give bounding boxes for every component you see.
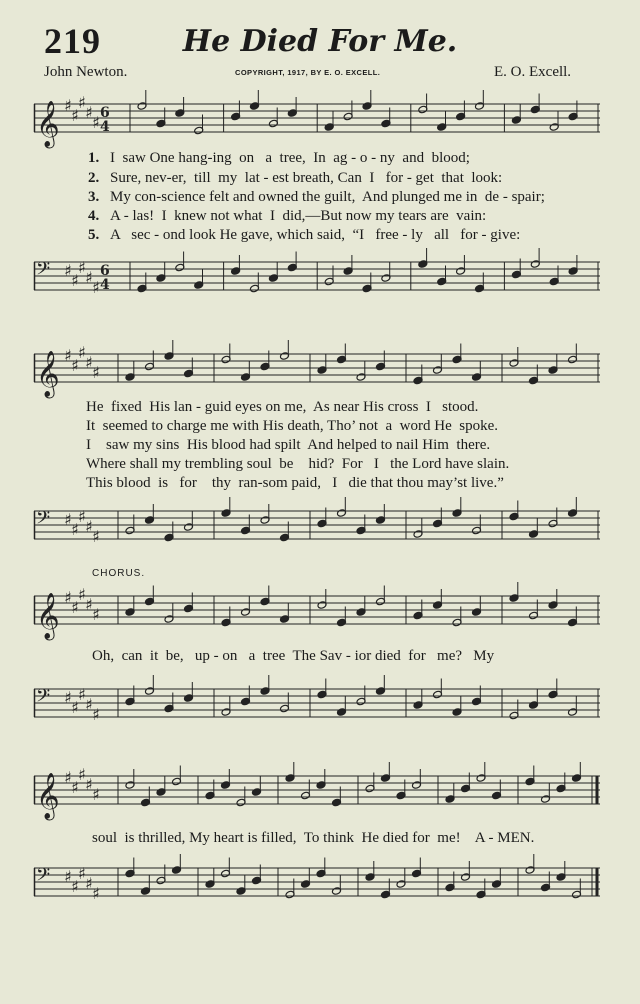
chorus-lyric-line-1: Oh, can it be, up - on a tree The Sav - ior died for me? My	[92, 648, 495, 664]
verse-text: A - las! I knew not what I did,—But now my tears are vain:	[110, 208, 487, 224]
sharp-sign-icon: ♯	[71, 877, 79, 896]
copyright-notice: COPYRIGHT, 1917, BY E. O. EXCELL.	[235, 68, 381, 77]
music-staff-graphic	[34, 505, 600, 545]
sharp-sign-icon: ♯	[85, 595, 93, 614]
lyricist-credit: John Newton.	[44, 64, 128, 80]
treble-clef-icon: 𝄞	[36, 351, 60, 397]
sharp-sign-icon: ♯	[92, 113, 100, 132]
time-signature-icon: 6	[100, 105, 110, 121]
treble-staff-system-1	[34, 93, 600, 147]
verse-text: Sure, nev-er, till my lat - est breath, Can I for - get that look:	[110, 170, 503, 186]
verse-text: A sec - ond look He gave, which said, “I free - ly all for - give:	[110, 227, 521, 243]
sharp-sign-icon: ♯	[78, 765, 86, 784]
verse-continuation-5: This blood is for thy ran-som paid, I die that thou may’st live.”	[86, 475, 504, 491]
music-staff-graphic	[34, 862, 600, 902]
sharp-sign-icon: ♯	[85, 874, 93, 893]
time-signature-icon: 6	[100, 263, 110, 279]
composer-credit: E. O. Excell.	[494, 64, 572, 80]
verse-line-4	[88, 208, 486, 225]
sharp-sign-icon: ♯	[71, 520, 79, 539]
verse-number: 5.	[88, 227, 100, 243]
treble-staff-system-2	[34, 343, 600, 397]
sharp-sign-icon: ♯	[92, 605, 100, 624]
bass-staff-chorus-1	[34, 683, 600, 723]
sharp-sign-icon: ♯	[64, 588, 72, 607]
verse-number: 2.	[88, 170, 100, 186]
time-signature-icon: 4	[100, 119, 110, 135]
music-staff-graphic	[34, 683, 600, 723]
bass-staff-system-2	[34, 505, 600, 545]
sharp-sign-icon: ♯	[85, 517, 93, 536]
verse-continuation-3: I saw my sins His blood had spilt And helped to nail Him there.	[86, 437, 491, 453]
music-staff-graphic	[34, 585, 600, 639]
treble-staff-chorus-2	[34, 765, 600, 819]
verse-number: 1.	[88, 150, 100, 166]
music-staff-graphic	[34, 256, 600, 296]
sharp-sign-icon: ♯	[78, 343, 86, 362]
sharp-sign-icon: ♯	[92, 527, 100, 546]
sharp-sign-icon: ♯	[64, 96, 72, 115]
verse-line-3	[88, 189, 545, 206]
verse-number: 4.	[88, 208, 100, 224]
verse-text: My con-science felt and owned the guilt, And plunged me in de - spair;	[110, 189, 545, 205]
sharp-sign-icon: ♯	[71, 271, 79, 290]
sharp-sign-icon: ♯	[78, 585, 86, 604]
hymn-title: He Died For Me.	[182, 24, 458, 59]
sharp-sign-icon: ♯	[92, 705, 100, 724]
verse-continuation-1: He fixed His lan - guid eyes on me, As near His cross I stood.	[86, 399, 479, 415]
verse-continuation-2: It seemed to charge me with His death, Tho’ not a word He spoke.	[86, 418, 498, 434]
sharp-sign-icon: ♯	[85, 103, 93, 122]
sharp-sign-icon: ♯	[85, 353, 93, 372]
bass-clef-icon: 𝄢	[36, 508, 51, 533]
sharp-sign-icon: ♯	[64, 510, 72, 529]
sharp-sign-icon: ♯	[64, 261, 72, 280]
bass-staff-system-1	[34, 256, 600, 296]
music-staff-graphic	[34, 343, 600, 397]
sharp-sign-icon: ♯	[85, 775, 93, 794]
sharp-sign-icon: ♯	[78, 507, 86, 526]
sharp-sign-icon: ♯	[71, 698, 79, 717]
verse-text: I saw One hang-ing on a tree, In ag - o - ny and blood;	[110, 150, 470, 166]
sharp-sign-icon: ♯	[78, 864, 86, 883]
verse-line-2	[88, 170, 502, 187]
verse-line-1	[88, 150, 470, 167]
treble-clef-icon: 𝄞	[36, 773, 60, 819]
treble-clef-icon: 𝄞	[36, 593, 60, 639]
chorus-label: CHORUS.	[92, 568, 146, 579]
sharp-sign-icon: ♯	[64, 346, 72, 365]
bass-clef-icon: 𝄢	[36, 259, 51, 284]
sharp-sign-icon: ♯	[78, 258, 86, 277]
sharp-sign-icon: ♯	[92, 884, 100, 903]
bass-clef-icon: 𝄢	[36, 686, 51, 711]
treble-staff-chorus-1	[34, 585, 600, 639]
sharp-sign-icon: ♯	[92, 785, 100, 804]
verse-number: 3.	[88, 189, 100, 205]
bass-staff-chorus-2	[34, 862, 600, 902]
sharp-sign-icon: ♯	[85, 695, 93, 714]
sharp-sign-icon: ♯	[92, 278, 100, 297]
music-staff-graphic	[34, 93, 600, 147]
sharp-sign-icon: ♯	[71, 598, 79, 617]
sharp-sign-icon: ♯	[64, 768, 72, 787]
time-signature-icon: 4	[100, 277, 110, 293]
sharp-sign-icon: ♯	[78, 685, 86, 704]
sharp-sign-icon: ♯	[64, 688, 72, 707]
sharp-sign-icon: ♯	[71, 106, 79, 125]
sharp-sign-icon: ♯	[64, 867, 72, 886]
treble-clef-icon: 𝄞	[36, 101, 60, 147]
sharp-sign-icon: ♯	[92, 363, 100, 382]
sharp-sign-icon: ♯	[85, 268, 93, 287]
chorus-lyric-line-2: soul is thrilled, My heart is filled, To think He died for me! A - MEN.	[92, 830, 535, 846]
music-staff-graphic	[34, 765, 600, 819]
hymn-number: 219	[44, 21, 101, 61]
sharp-sign-icon: ♯	[71, 778, 79, 797]
verse-line-5	[88, 227, 520, 244]
sharp-sign-icon: ♯	[71, 356, 79, 375]
verse-continuation-4: Where shall my trembling soul be hid? For I the Lord have slain.	[86, 456, 510, 472]
sharp-sign-icon: ♯	[78, 93, 86, 112]
bass-clef-icon: 𝄢	[36, 865, 51, 890]
